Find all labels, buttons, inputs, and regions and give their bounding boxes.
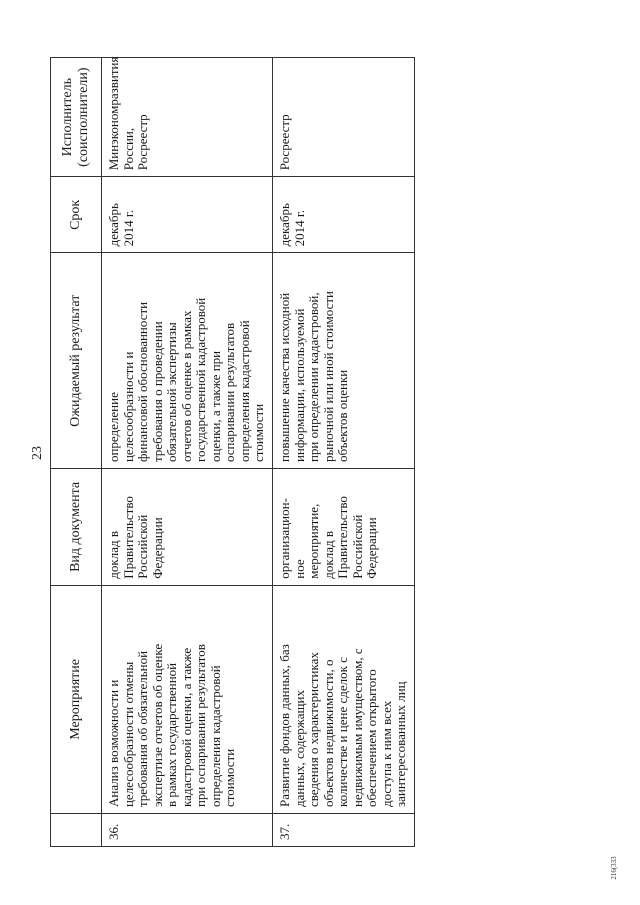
row-action: Анализ возможности и целесообразности отмены требования об обязательной экспертизе отчетов об оценке в рамках государственной кадастровой оценки, а также при оспаривании результатов определения кадастровой стоимости [102,585,273,813]
header-term: Срок [51,177,102,253]
row-executor: Росреестр [273,58,415,177]
header-action: Мероприятие [51,585,102,813]
header-executor: Исполнитель (соисполнители) [51,58,102,177]
row-number: 36. [102,814,273,847]
row-action: Развитие фондов данных, баз данных, содержащих сведения о характеристиках объектов недвижимости, о количестве и цене сделок с недвижимым имуществом, с обеспечением открытого доступа к ним всех заинтересованных лиц [273,585,415,813]
row-doc-type: доклад в Правительство Российской Федерации [102,469,273,586]
table-header-row [51,58,102,847]
row-number: 37. [273,814,415,847]
measures-table [50,57,415,847]
table-row [102,58,273,847]
row-term: декабрь 2014 г. [273,177,415,253]
header-doc-type: Вид документа [51,469,102,586]
row-doc-type: организацион- ное мероприятие, доклад в Правительство Российской Федерации [273,469,415,586]
header-number [51,814,102,847]
row-executor: Минэкономразвития России, Росреестр [102,58,273,177]
row-result: определение целесообразности и финансовой обоснованности требования о проведении обязательной экспертизы отчетов об оценке в рамках государственной кадастровой оценки, а также при оспаривании результатов определения кадастровой стоимости [102,253,273,469]
row-term: декабрь 2014 г. [102,177,273,253]
page-number: 23 [30,446,45,460]
table-row [273,58,415,847]
rotated-table-container [50,57,590,847]
header-result: Ожидаемый результат [51,253,102,469]
row-result: повышение качества исходной информации, используемой при определении кадастровой, рыночной или иной стоимости объектов оценки [273,253,415,469]
footer-code: 216(333 [610,856,618,880]
